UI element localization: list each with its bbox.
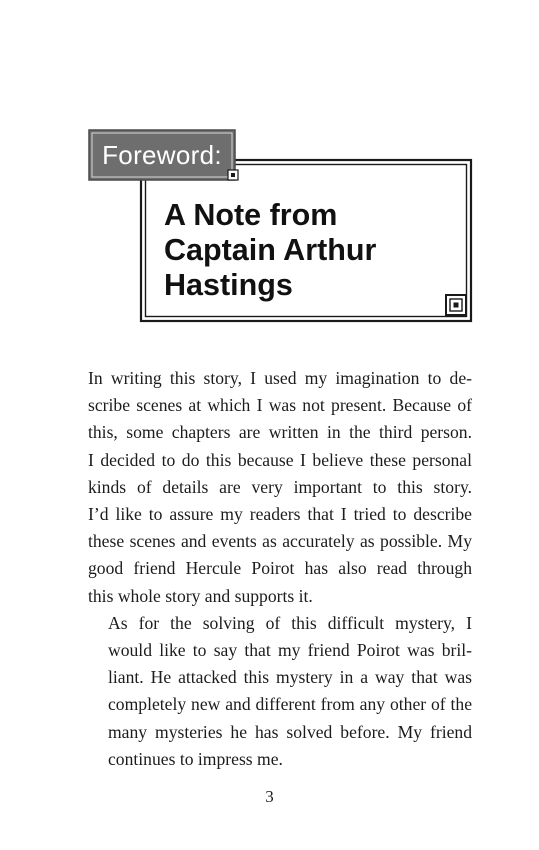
text-line: I’d like to assure my readers that I tried to describe bbox=[88, 504, 472, 525]
text-line: many mysteries he has solved before. My friend bbox=[108, 721, 472, 742]
chapter-title bbox=[164, 198, 464, 303]
text-line: kinds of details are very important to this story. bbox=[88, 476, 472, 497]
text-line: would like to say that my friend Poirot was bril- bbox=[108, 640, 472, 661]
text-line: this whole story and supports it. bbox=[88, 585, 313, 606]
text-line: completely new and different from any other of the bbox=[108, 694, 472, 715]
body-text bbox=[88, 365, 472, 773]
text-line: I decided to do this because I believe these personal bbox=[88, 449, 472, 470]
chapter-title-line: A Note from bbox=[164, 198, 338, 232]
text-line: this, some chapters are written in the third person. bbox=[88, 422, 472, 443]
paragraph bbox=[88, 610, 472, 773]
text-line: liant. He attacked this mystery in a way that was bbox=[108, 667, 472, 688]
foreword-label: Foreword: bbox=[102, 139, 222, 170]
chapter-title-line: Hastings bbox=[164, 268, 293, 302]
text-line: these scenes and events as accurately as possible. My bbox=[88, 531, 472, 552]
chapter-heading bbox=[0, 0, 539, 330]
paragraph bbox=[88, 365, 472, 610]
text-line: As for the solving of this difficult mystery, I bbox=[108, 612, 472, 633]
text-line: good friend Hercule Poirot has also read through bbox=[88, 558, 472, 579]
page-number: 3 bbox=[265, 787, 274, 806]
chapter-title-line: Captain Arthur bbox=[164, 233, 377, 267]
text-line: scribe scenes at which I was not present. Because of bbox=[88, 395, 472, 416]
text-line: In writing this story, I used my imagination to de- bbox=[88, 368, 472, 388]
text-line: continues to impress me. bbox=[108, 748, 283, 769]
